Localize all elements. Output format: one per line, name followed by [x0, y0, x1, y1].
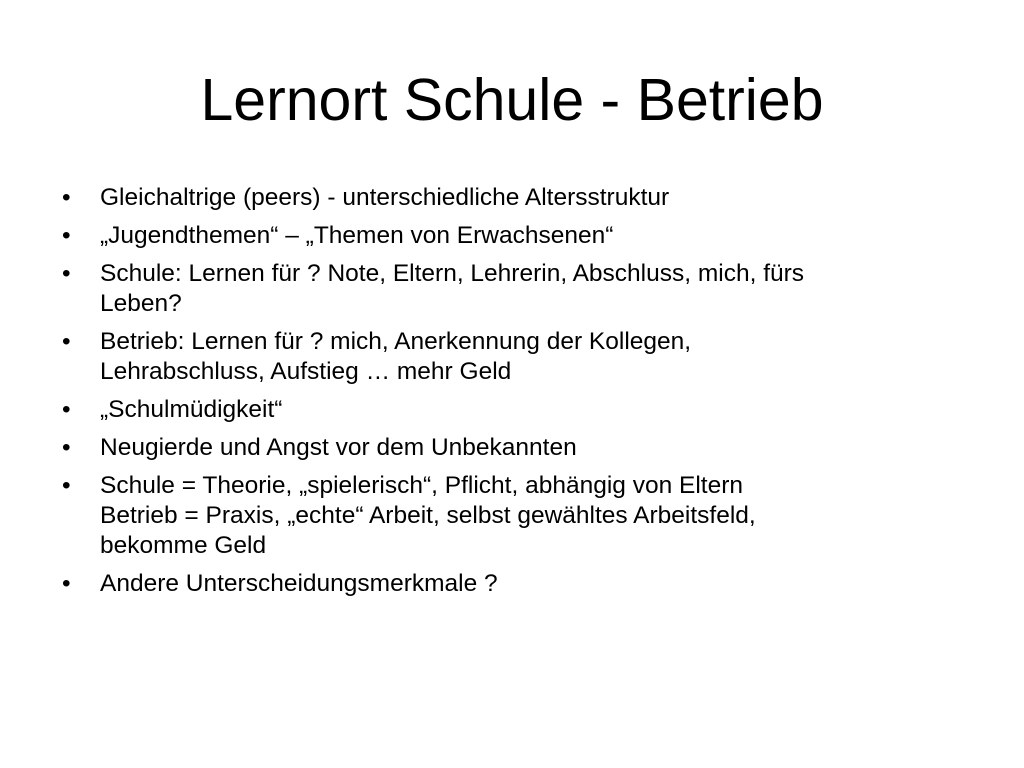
bullet-text: bekomme Geld [100, 532, 267, 559]
bullet-icon: • [62, 434, 71, 461]
bullet-item [62, 327, 962, 387]
bullet-text: Schule: Lernen für ? Note, Eltern, Lehrerin, Abschluss, mich, fürs [100, 260, 805, 287]
bullet-icon: • [62, 328, 71, 355]
bullet-item [62, 259, 962, 319]
bullet-text: Leben? [100, 290, 182, 317]
bullet-text: Gleichaltrige (peers) - unterschiedliche Altersstruktur [100, 184, 670, 211]
bullet-item [62, 183, 962, 213]
bullet-icon: • [62, 570, 71, 597]
bullet-text: „Schulmüdigkeit“ [100, 396, 283, 423]
bullet-text: Lehrabschluss, Aufstieg … mehr Geld [100, 358, 512, 385]
bullet-text: Betrieb = Praxis, „echte“ Arbeit, selbst gewähltes Arbeitsfeld, [100, 502, 756, 529]
bullet-text: Andere Unterscheidungsmerkmale ? [100, 570, 498, 597]
bullet-item [62, 395, 962, 425]
bullet-icon: • [62, 472, 71, 499]
bullet-list [62, 183, 962, 607]
bullet-icon: • [62, 396, 71, 423]
bullet-item [62, 569, 962, 599]
bullet-icon: • [62, 184, 71, 211]
bullet-item [62, 433, 962, 463]
bullet-item [62, 471, 962, 561]
bullet-icon: • [62, 260, 71, 287]
bullet-text: Betrieb: Lernen für ? mich, Anerkennung der Kollegen, [100, 328, 692, 355]
bullet-text: Neugierde und Angst vor dem Unbekannten [100, 434, 577, 461]
bullet-icon: • [62, 222, 71, 249]
bullet-text: Schule = Theorie, „spielerisch“, Pflicht, abhängig von Eltern [100, 472, 744, 499]
bullet-text: „Jugendthemen“ – „Themen von Erwachsenen“ [100, 222, 614, 249]
slide-title: Lernort Schule - Betrieb [200, 67, 824, 133]
bullet-item [62, 221, 962, 251]
